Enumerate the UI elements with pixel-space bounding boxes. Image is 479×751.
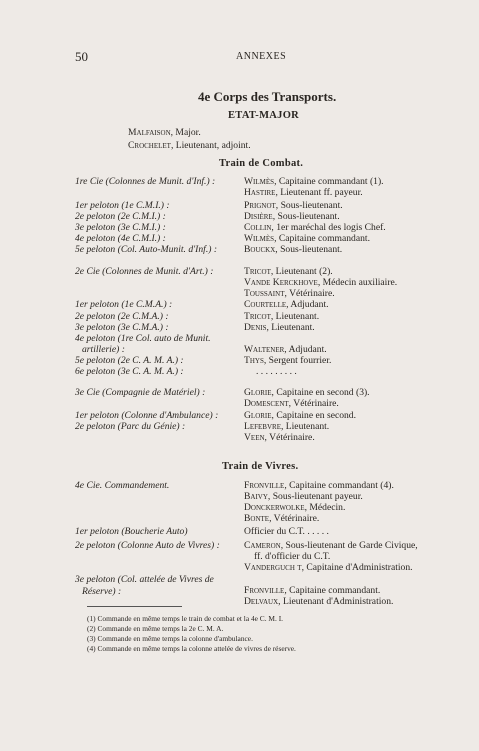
unit-label: 5e peloton (2e C. A. M. A.) :: [75, 355, 184, 366]
officer-entry: Prignot, Sous-lieutenant.: [244, 200, 343, 211]
unit-label: 6e peloton (3e C. A. M. A.) :: [75, 366, 184, 377]
officer-entry: Cameron, Sous-lieutenant de Garde Civique,: [244, 540, 418, 551]
unit-label: 3e peloton (3e C.M.I.) :: [75, 222, 166, 233]
unit-label: artillerie) :: [82, 344, 125, 355]
etat-major-heading: ETAT-MAJOR: [228, 110, 300, 121]
unit-label: 2e peloton (Parc du Génie) :: [75, 421, 186, 432]
unit-label: 3e peloton (3e C.M.A.) :: [75, 322, 169, 333]
officer-entry: Baivy, Sous-lieutenant payeur.: [244, 491, 363, 502]
unit-label: 2e peloton (Colonne Auto de Vivres) :: [75, 540, 220, 551]
officer-entry: Delvaux, Lieutenant d'Administration.: [244, 596, 394, 607]
unit-label: 3e peloton (Col. attelée de Vivres de: [75, 574, 214, 585]
officer-entry: Wilmès, Capitaine commandant.: [244, 233, 370, 244]
officer-entry: Tricot, Lieutenant.: [244, 311, 320, 322]
unit-label: 5e peloton (Col. Auto-Munit. d'Inf.) :: [75, 244, 218, 255]
unit-label: 4e peloton (4e C.M.I.) :: [75, 233, 166, 244]
footnote: (1) Commande en même temps le train de combat et la 4e C. M. I.: [87, 614, 283, 623]
officer-entry: Disière, Sous-lieutenant.: [244, 211, 340, 222]
officer-entry: Fronville, Capitaine commandant (4).: [244, 480, 394, 491]
page-number: 50: [75, 49, 88, 64]
unit-label: 2e peloton (2e C.M.I.) :: [75, 211, 166, 222]
officer-entry: Courtelle, Adjudant.: [244, 299, 329, 310]
unit-label: 1er peloton (Boucherie Auto): [75, 526, 188, 537]
footnote: (3) Commande en même temps la colonne d'ambulance.: [87, 634, 253, 643]
officer-entry: ff. d'officier du C.T.: [254, 551, 331, 562]
officer-entry: Donckerwolke, Médecin.: [244, 502, 346, 513]
running-head: ANNEXES: [236, 51, 287, 62]
footnote: (2) Commande en même temps la 2e C. M. A.: [87, 624, 224, 633]
unit-label: 4e Cie. Commandement.: [75, 480, 170, 491]
officer-entry: Vanderguch t, Capitaine d'Administration.: [244, 562, 413, 573]
etat-major-line: Malfaison, Major.: [128, 127, 201, 138]
officer-entry: Hastire, Lieutenant ff. payeur.: [244, 187, 363, 198]
officer-entry: Waltener, Adjudant.: [244, 344, 327, 355]
officer-entry: Domescent, Vétérinaire.: [244, 398, 339, 409]
officer-entry: Glorie, Capitaine en second (3).: [244, 387, 370, 398]
unit-label: 4e peloton (1re Col. auto de Munit.: [75, 333, 211, 344]
officer-entry: Thys, Sergent fourrier.: [244, 355, 332, 366]
unit-label: Réserve) :: [82, 586, 122, 597]
officer-entry: Wilmès, Capitaine commandant (1).: [244, 176, 384, 187]
page-title: 4e Corps des Transports.: [198, 89, 337, 104]
etat-major-line: Crochelet, Lieutenant, adjoint.: [128, 140, 251, 151]
officer-entry: Bonte, Vétérinaire.: [244, 513, 320, 524]
footnote: (4) Commande en même temps la colonne attelée de vivres de réserve.: [87, 644, 296, 653]
officer-entry: Veen, Vétérinaire.: [244, 432, 315, 443]
train-vivres-heading: Train de Vivres.: [222, 461, 299, 472]
train-combat-heading: Train de Combat.: [219, 158, 304, 169]
unit-label: 1er peloton (Colonne d'Ambulance) :: [75, 410, 219, 421]
officer-entry: Glorie, Capitaine en second.: [244, 410, 356, 421]
unit-label: 1er peloton (1e C.M.A.) :: [75, 299, 173, 310]
officer-entry: Officier du C.T. . . . . .: [244, 526, 329, 537]
unit-label: 1er peloton (1e C.M.I.) :: [75, 200, 170, 211]
officer-entry: Toussaint, Vétérinaire.: [244, 288, 335, 299]
officer-entry: Bouckx, Sous-lieutenant.: [244, 244, 343, 255]
unit-label: 3e Cie (Compagnie de Matériel) :: [75, 387, 206, 398]
footnote-rule: [87, 606, 182, 607]
unit-label: 1re Cie (Colonnes de Munit. d'Inf.) :: [75, 176, 216, 187]
officer-entry: Vande Kerckhove, Médecin auxiliaire.: [244, 277, 398, 288]
unit-label: 2e Cie (Colonnes de Munit. d'Art.) :: [75, 266, 214, 277]
officer-entry: Lefebvre, Lieutenant.: [244, 421, 330, 432]
dotted-leader: . . . . . . . . .: [256, 366, 297, 377]
officer-entry: Denis, Lieutenant.: [244, 322, 315, 333]
officer-entry: Fronville, Capitaine commandant.: [244, 585, 381, 596]
unit-label: 2e peloton (2e C.M.A.) :: [75, 311, 169, 322]
officer-entry: Tricot, Lieutenant (2).: [244, 266, 333, 277]
officer-entry: Collin, 1er maréchal des logis Chef.: [244, 222, 386, 233]
